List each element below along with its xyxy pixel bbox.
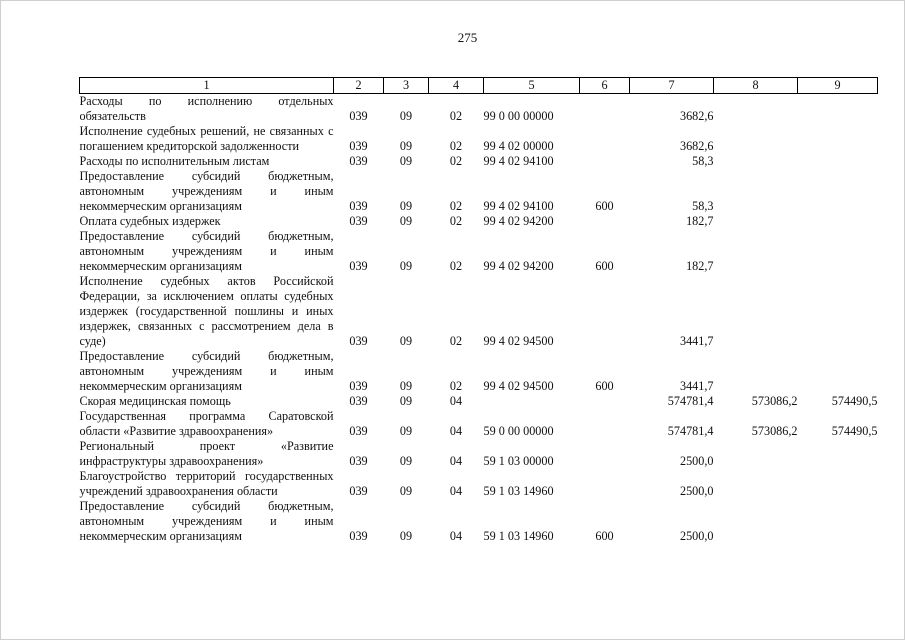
row-target-article-cell: 59 1 03 14960 — [483, 529, 554, 543]
row-sum-2024-cell — [714, 349, 798, 394]
row-code-cell: 039 — [349, 214, 368, 228]
row-expense-type-cell: 600 — [595, 529, 614, 543]
row-sum-2025-cell — [798, 229, 878, 274]
row-code-cell: 039 — [349, 334, 368, 348]
row-code-cell: 039 — [349, 529, 368, 543]
table-row — [80, 94, 878, 125]
row-sum-2025-cell: 574490,5 — [831, 394, 878, 408]
table-row — [80, 229, 878, 274]
row-sum-2025-cell — [798, 154, 878, 169]
row-subsection-cell: 04 — [449, 394, 463, 408]
row-section-cell: 09 — [399, 139, 413, 153]
row-target-article-cell: 99 4 02 94500 — [483, 334, 554, 348]
row-sum-2025-cell — [798, 214, 878, 229]
row-section-cell: 09 — [399, 484, 413, 498]
row-name-cell: Предоставление субсидий бюджетным, автономным учреждениям и иным некоммерческим организациям — [79, 349, 334, 393]
col-header-9: 9 — [798, 78, 878, 94]
row-target-article-cell: 99 4 02 94200 — [483, 259, 554, 273]
row-section-cell: 09 — [399, 379, 413, 393]
row-subsection-cell: 02 — [449, 154, 463, 168]
row-sum-2024-cell — [714, 499, 798, 544]
row-sum-2023-cell: 3682,6 — [679, 139, 714, 153]
table-row — [80, 169, 878, 214]
row-expense-type-cell — [580, 94, 630, 125]
row-sum-2023-cell: 182,7 — [686, 214, 714, 228]
row-section-cell: 09 — [399, 259, 413, 273]
row-expense-type-cell: 600 — [595, 379, 614, 393]
table-row — [80, 124, 878, 154]
row-code-cell: 039 — [349, 259, 368, 273]
table-row — [80, 499, 878, 544]
row-sum-2024-cell — [714, 94, 798, 125]
row-sum-2024-cell — [714, 214, 798, 229]
col-header-3: 3 — [384, 78, 429, 94]
row-sum-2024-cell — [714, 469, 798, 499]
table-row — [80, 214, 878, 229]
row-target-article-cell: 99 4 02 94200 — [483, 214, 554, 228]
col-header-2: 2 — [334, 78, 384, 94]
row-section-cell: 09 — [399, 529, 413, 543]
row-target-article-cell — [484, 394, 580, 409]
row-expense-type-cell: 600 — [595, 199, 614, 213]
row-expense-type-cell — [580, 394, 630, 409]
col-header-5: 5 — [484, 78, 580, 94]
row-target-article-cell: 99 0 00 00000 — [483, 109, 554, 123]
page-number: 275 — [457, 30, 478, 45]
row-subsection-cell: 02 — [449, 109, 463, 123]
row-section-cell: 09 — [399, 109, 413, 123]
row-target-article-cell: 59 1 03 14960 — [483, 484, 554, 498]
row-sum-2023-cell: 2500,0 — [679, 454, 714, 468]
row-name-cell: Региональный проект «Развитие инфраструктуры здравоохранения» — [79, 439, 334, 468]
row-sum-2025-cell — [798, 499, 878, 544]
row-sum-2024-cell — [714, 439, 798, 469]
row-code-cell: 039 — [349, 199, 368, 213]
budget-table — [79, 77, 878, 544]
row-sum-2024-cell — [714, 229, 798, 274]
row-code-cell: 039 — [349, 454, 368, 468]
row-section-cell: 09 — [399, 424, 413, 438]
row-sum-2025-cell — [798, 274, 878, 349]
row-target-article-cell: 99 4 02 00000 — [483, 139, 554, 153]
row-sum-2023-cell: 574781,4 — [667, 424, 714, 438]
row-code-cell: 039 — [349, 109, 368, 123]
table-header-row — [80, 78, 878, 94]
row-sum-2025-cell — [798, 94, 878, 125]
row-expense-type-cell — [580, 124, 630, 154]
row-sum-2023-cell: 3682,6 — [679, 109, 714, 123]
row-subsection-cell: 02 — [449, 199, 463, 213]
table-row — [80, 394, 878, 409]
row-expense-type-cell — [580, 154, 630, 169]
row-section-cell: 09 — [399, 214, 413, 228]
row-code-cell: 039 — [349, 394, 368, 408]
col-header-7: 7 — [630, 78, 714, 94]
row-sum-2023-cell: 58,3 — [692, 154, 714, 168]
row-code-cell: 039 — [349, 379, 368, 393]
row-sum-2024-cell — [714, 154, 798, 169]
row-target-article-cell: 59 0 00 00000 — [483, 424, 554, 438]
col-header-1: 1 — [80, 78, 334, 94]
row-code-cell: 039 — [349, 139, 368, 153]
row-name-cell: Благоустройство территорий государственных учреждений здравоохранения области — [79, 469, 334, 498]
row-subsection-cell: 02 — [449, 139, 463, 153]
row-name-cell: Скорая медицинская помощь — [79, 394, 231, 408]
row-section-cell: 09 — [399, 394, 413, 408]
row-sum-2025-cell — [798, 124, 878, 154]
row-name-cell: Оплата судебных издержек — [79, 214, 221, 228]
row-sum-2025-cell — [798, 349, 878, 394]
row-target-article-cell: 59 1 03 00000 — [483, 454, 554, 468]
row-target-article-cell: 99 4 02 94100 — [483, 154, 554, 168]
row-name-cell: Исполнение судебных актов Российской Федерации, за исключением оплаты судебных издержек (государственной пошлины и иных издержек, связанных с рассмотрением дела в суде) — [79, 274, 334, 348]
row-expense-type-cell — [580, 409, 630, 439]
row-sum-2023-cell: 3441,7 — [679, 379, 714, 393]
row-subsection-cell: 04 — [449, 484, 463, 498]
row-name-cell: Расходы по исполнению отдельных обязательств — [79, 94, 334, 123]
row-name-cell: Предоставление субсидий бюджетным, автономным учреждениям и иным некоммерческим организациям — [79, 169, 334, 213]
row-sum-2023-cell: 574781,4 — [667, 394, 714, 408]
row-subsection-cell: 04 — [449, 529, 463, 543]
table-row — [80, 469, 878, 499]
row-sum-2025-cell — [798, 439, 878, 469]
row-expense-type-cell — [580, 274, 630, 349]
row-name-cell: Исполнение судебных решений, не связанных с погашением кредиторской задолженности — [79, 124, 334, 153]
row-sum-2023-cell: 58,3 — [692, 199, 714, 213]
row-sum-2024-cell — [714, 169, 798, 214]
table-row — [80, 274, 878, 349]
row-subsection-cell: 02 — [449, 214, 463, 228]
row-subsection-cell: 04 — [449, 454, 463, 468]
row-code-cell: 039 — [349, 424, 368, 438]
row-code-cell: 039 — [349, 484, 368, 498]
row-subsection-cell: 02 — [449, 334, 463, 348]
row-sum-2024-cell — [714, 124, 798, 154]
table-row — [80, 439, 878, 469]
row-sum-2025-cell — [798, 169, 878, 214]
row-sum-2024-cell: 573086,2 — [751, 394, 798, 408]
row-subsection-cell: 02 — [449, 259, 463, 273]
row-sum-2023-cell: 2500,0 — [679, 529, 714, 543]
row-code-cell: 039 — [349, 154, 368, 168]
row-section-cell: 09 — [399, 199, 413, 213]
row-target-article-cell: 99 4 02 94500 — [483, 379, 554, 393]
table-row — [80, 409, 878, 439]
row-name-cell: Расходы по исполнительным листам — [79, 154, 270, 168]
col-header-4: 4 — [429, 78, 484, 94]
table-row — [80, 154, 878, 169]
table-row — [80, 349, 878, 394]
row-target-article-cell: 99 4 02 94100 — [483, 199, 554, 213]
table-body — [80, 94, 878, 545]
row-sum-2025-cell — [798, 469, 878, 499]
row-name-cell: Предоставление субсидий бюджетным, автономным учреждениям и иным некоммерческим организациям — [79, 499, 334, 543]
row-sum-2025-cell: 574490,5 — [831, 424, 878, 438]
row-subsection-cell: 04 — [449, 424, 463, 438]
row-expense-type-cell — [580, 469, 630, 499]
row-name-cell: Предоставление субсидий бюджетным, автономным учреждениям и иным некоммерческим организациям — [79, 229, 334, 273]
row-expense-type-cell — [580, 439, 630, 469]
row-section-cell: 09 — [399, 334, 413, 348]
col-header-8: 8 — [714, 78, 798, 94]
row-section-cell: 09 — [399, 154, 413, 168]
row-subsection-cell: 02 — [449, 379, 463, 393]
row-sum-2024-cell: 573086,2 — [751, 424, 798, 438]
row-sum-2023-cell: 2500,0 — [679, 484, 714, 498]
row-sum-2024-cell — [714, 274, 798, 349]
row-expense-type-cell: 600 — [595, 259, 614, 273]
row-expense-type-cell — [580, 214, 630, 229]
row-name-cell: Государственная программа Саратовской области «Развитие здравоохранения» — [79, 409, 334, 438]
row-sum-2023-cell: 182,7 — [686, 259, 714, 273]
row-section-cell: 09 — [399, 454, 413, 468]
col-header-6: 6 — [580, 78, 630, 94]
row-sum-2023-cell: 3441,7 — [679, 334, 714, 348]
